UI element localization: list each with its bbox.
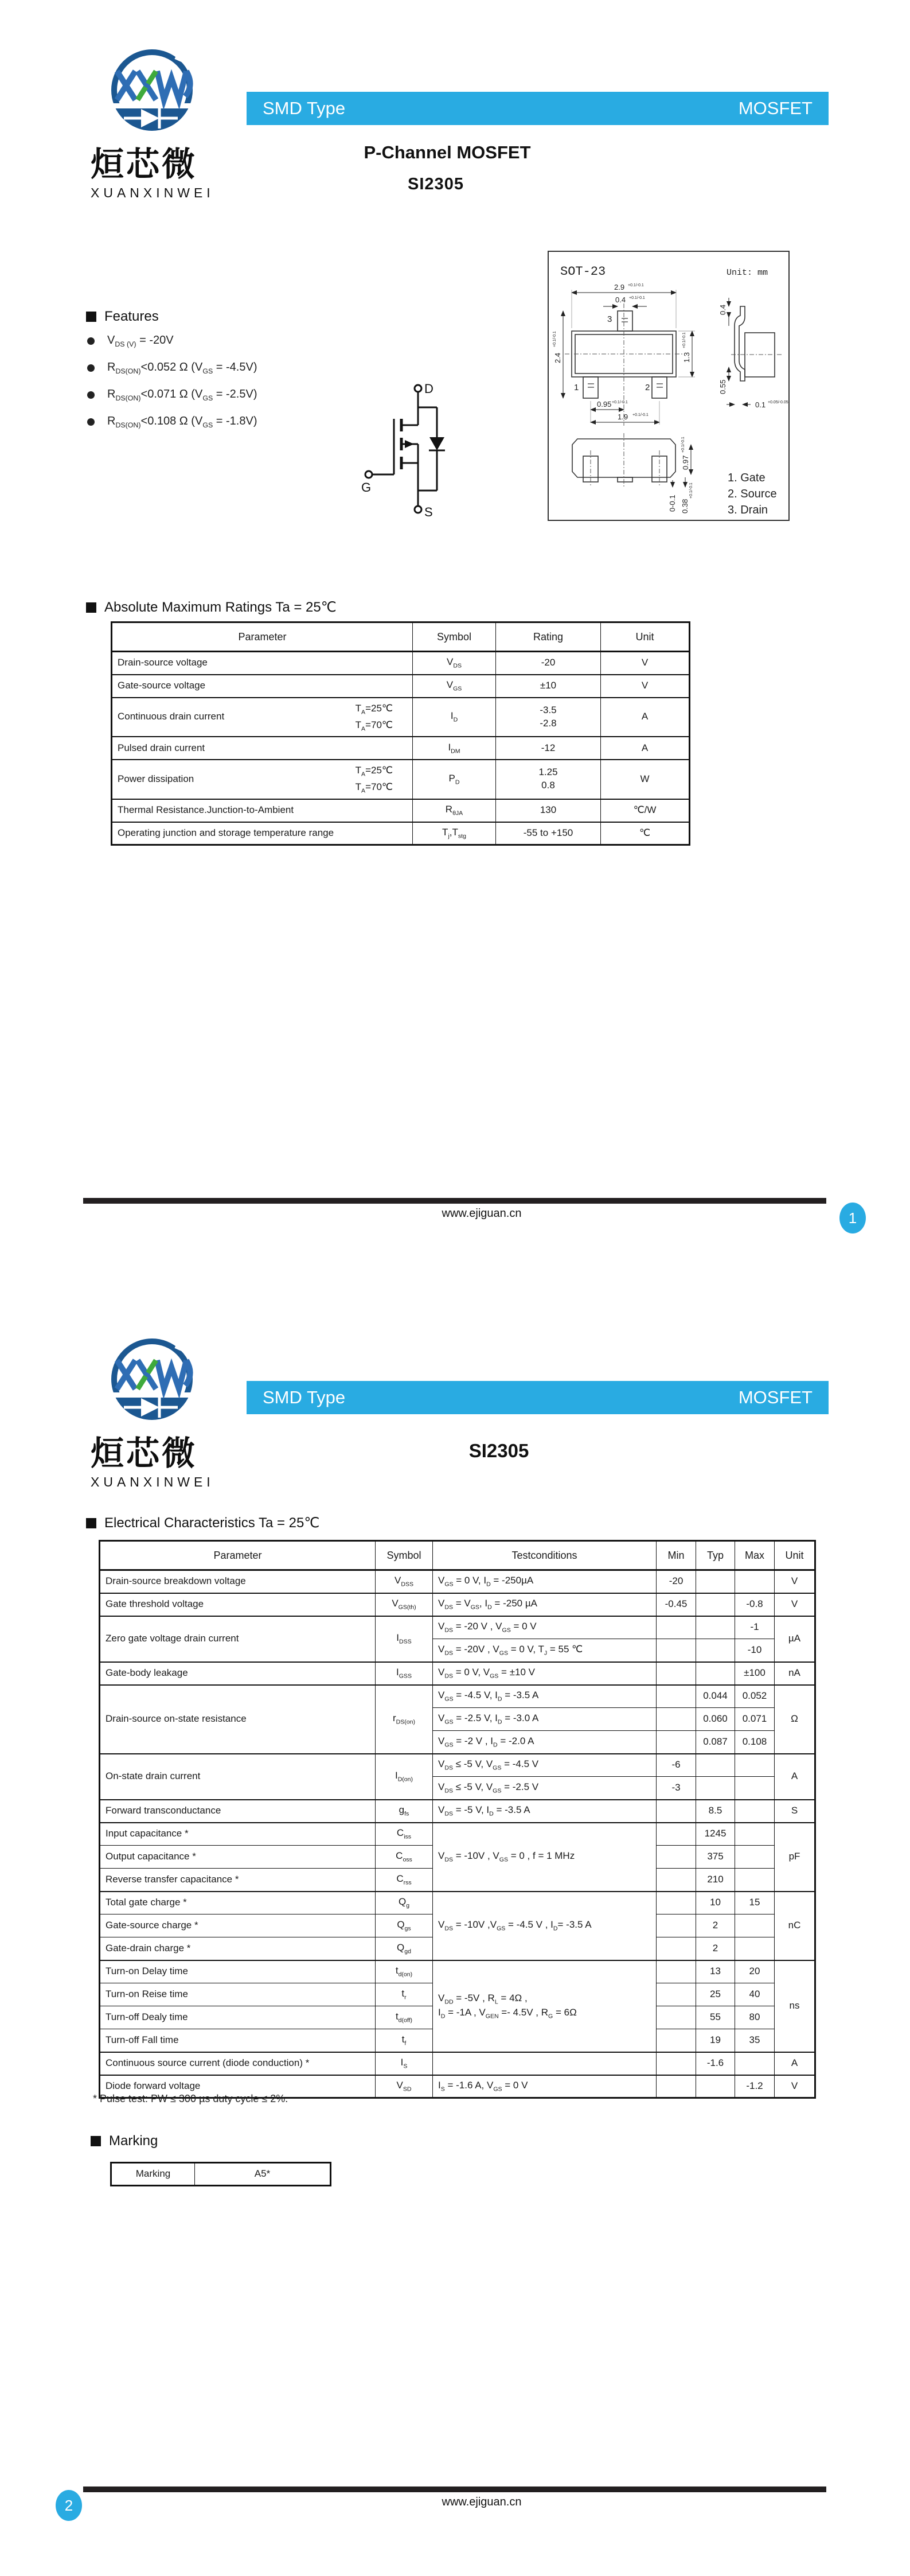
table-cell: Pulsed drain current — [112, 737, 413, 760]
table-cell: V — [601, 652, 690, 675]
table-cell: $V_{DS} = V_{GS}$, $I_D = -250$ µA — [433, 1593, 657, 1616]
table-row — [100, 1960, 815, 1983]
table-cell: $V_{GS} = -2.5$ V, $I_D = -3.0$ A — [433, 1708, 657, 1731]
drain-label: D — [424, 382, 433, 396]
table-row — [100, 1800, 815, 1823]
table-cell — [657, 2029, 696, 2052]
table-cell: 0.071 — [735, 1708, 775, 1731]
table-cell: $V_{DS} = -20$ V , $V_{GS} = 0$ V — [433, 1616, 657, 1639]
table-cell: Power dissipation $T_A=25℃$ $T_A=70℃$ — [112, 760, 413, 799]
bullet-icon — [87, 391, 95, 399]
table-cell — [657, 1731, 696, 1754]
table-cell — [735, 1570, 775, 1593]
table-row — [112, 622, 690, 652]
dim-lead-thickness: 0.4 — [718, 304, 727, 315]
table-cell: $V_{DSS}$ — [376, 1570, 433, 1593]
header-banner — [247, 92, 829, 125]
table-cell: -55 to +150 — [496, 822, 601, 845]
table-row — [100, 1662, 815, 1685]
table-cell — [735, 1846, 775, 1869]
package-drawing — [548, 251, 790, 521]
table-cell — [696, 2075, 735, 2098]
table-cell: -3 — [657, 1777, 696, 1800]
section-square-icon — [86, 312, 96, 322]
dim-foot: 0.38 — [681, 499, 689, 513]
table-cell: Forward transconductance — [100, 1800, 376, 1823]
banner-left-label: SMD Type — [263, 98, 346, 118]
feature-text: $V_{DS (V)} = -20V$ — [107, 334, 174, 348]
table-cell: V — [775, 1593, 815, 1616]
table-cell — [657, 1639, 696, 1662]
banner-left-label: SMD Type — [263, 1387, 346, 1407]
dim-body-width: 2.9 — [614, 283, 625, 291]
bullet-icon — [87, 418, 95, 426]
dim-body-width-tol: +0.1/-0.1 — [628, 283, 644, 287]
table-cell: $T_j,T_{stg}$ — [413, 822, 496, 845]
table-cell — [696, 1662, 735, 1685]
unit-note: Unit: mm — [727, 268, 768, 278]
abs-max-table-wrap — [111, 621, 689, 846]
table-cell — [657, 1823, 696, 1846]
table-row — [100, 1823, 815, 1846]
dim-pin3-width-tol: +0.1/-0.1 — [629, 296, 645, 300]
table-cell: Drain-source voltage — [112, 652, 413, 675]
table-row — [112, 760, 690, 799]
abs-max-heading — [86, 599, 337, 616]
table-cell: A — [775, 1754, 815, 1800]
marking-heading-label: Marking — [109, 2133, 158, 2149]
table-row — [100, 1892, 815, 1915]
table-cell — [657, 1708, 696, 1731]
pulse-test-footnote: * Pulse test: PW ≤ 300 µs duty cycle ≤ 2%. — [93, 2093, 288, 2104]
table-cell: ℃/W — [601, 799, 690, 822]
column-header: Typ — [696, 1541, 735, 1570]
table-cell: $C_{oss}$ — [376, 1846, 433, 1869]
table-cell: $g_{fs}$ — [376, 1800, 433, 1823]
company-name-en: XUANXINWEI — [91, 1474, 214, 1489]
table-cell: 80 — [735, 2006, 775, 2029]
table-cell: 1.25 0.8 — [496, 760, 601, 799]
table-cell: $V_{DS} \le -5$ V, $V_{GS} = -2.5$ V — [433, 1777, 657, 1800]
table-cell: $C_{rss}$ — [376, 1869, 433, 1892]
table-cell: 35 — [735, 2029, 775, 2052]
table-cell: $V_{DS} = 0$ V, $V_{GS} = \pm 10$ V — [433, 1662, 657, 1685]
features-heading — [86, 309, 159, 325]
table-row — [112, 675, 690, 698]
pin-legend-gate: 1. Gate — [728, 472, 766, 484]
table-cell — [657, 2052, 696, 2075]
table-cell: $P_D$ — [413, 760, 496, 799]
dim-span: 1.9 — [618, 413, 628, 421]
table-cell: Gate-source voltage — [112, 675, 413, 698]
table-cell — [657, 1800, 696, 1823]
pin1-number: 1 — [574, 383, 579, 392]
table-cell — [657, 2006, 696, 2029]
table-cell: V — [775, 2075, 815, 2098]
table-cell — [735, 1754, 775, 1777]
table-cell: Output capacitance * — [100, 1846, 376, 1869]
table-cell: 0.087 — [696, 1731, 735, 1754]
column-header: Unit — [775, 1541, 815, 1570]
column-header: Parameter — [112, 622, 413, 652]
table-cell: A — [601, 737, 690, 760]
table-cell: $V_{DS} \le -5$ V, $V_{GS} = -4.5$ V — [433, 1754, 657, 1777]
marking-heading — [91, 2133, 158, 2149]
table-cell: $I_S = -1.6$ A, $V_{GS} = 0$ V — [433, 2075, 657, 2098]
table-cell: pF — [775, 1823, 815, 1892]
table-cell: 55 — [696, 2006, 735, 2029]
table-cell — [735, 1915, 775, 1937]
feature-item — [87, 388, 257, 402]
table-cell: 13 — [696, 1960, 735, 1983]
features-heading-label: Features — [104, 309, 159, 324]
table-cell: A5* — [195, 2163, 331, 2186]
company-name-en: XUANXINWEI — [91, 185, 214, 200]
table-cell: Turn-on Delay time — [100, 1960, 376, 1983]
table-cell: 130 — [496, 799, 601, 822]
feature-text: $R_{DS(ON)}<0.071$ Ω $(V_{GS} = -2.5V)$ — [107, 388, 257, 402]
table-cell: Gate-body leakage — [100, 1662, 376, 1685]
table-row — [100, 1593, 815, 1616]
dim-total-height: 2.4 — [553, 352, 562, 363]
dim-foot-tol: +0.1/-0.1 — [689, 482, 693, 499]
table-cell: -6 — [657, 1754, 696, 1777]
table-cell: S — [775, 1800, 815, 1823]
table-cell: $Q_{gs}$ — [376, 1915, 433, 1937]
table-cell — [657, 1983, 696, 2006]
table-cell — [696, 1593, 735, 1616]
table-cell — [657, 1937, 696, 1960]
column-header: Rating — [496, 622, 601, 652]
table-cell — [433, 2052, 657, 2075]
table-cell: 0.060 — [696, 1708, 735, 1731]
part-number: SI2305 — [408, 175, 464, 193]
dim-standoff: 0.55 — [718, 379, 727, 394]
table-cell: $t_r$ — [376, 1983, 433, 2006]
table-cell: 2 — [696, 1937, 735, 1960]
footer-rule — [83, 2486, 826, 2492]
table-cell — [735, 1823, 775, 1846]
table-cell: -20 — [657, 1570, 696, 1593]
page-title: P-Channel MOSFET — [364, 142, 531, 162]
table-cell: V — [775, 1570, 815, 1593]
column-header: Parameter — [100, 1541, 376, 1570]
table-cell — [657, 1892, 696, 1915]
table-cell: $t_f$ — [376, 2029, 433, 2052]
table-cell: 1245 — [696, 1823, 735, 1846]
table-cell: -3.5 -2.8 — [496, 698, 601, 737]
table-cell: -0.45 — [657, 1593, 696, 1616]
table-cell: Drain-source breakdown voltage — [100, 1570, 376, 1593]
table-cell: $V_{SD}$ — [376, 2075, 433, 2098]
table-cell: $V_{GS} = -2$ V , $I_D = -2.0$ A — [433, 1731, 657, 1754]
table-cell — [696, 1570, 735, 1593]
table-cell: Turn-on Reise time — [100, 1983, 376, 2006]
table-row — [100, 1616, 815, 1639]
abs-max-table — [111, 621, 690, 846]
table-cell: 15 — [735, 1892, 775, 1915]
pin3-number: 3 — [607, 314, 612, 324]
bullet-icon — [87, 364, 95, 372]
dim-pad-height: 0.97 — [681, 455, 690, 470]
table-cell: Input capacitance * — [100, 1823, 376, 1846]
table-cell: 10 — [696, 1892, 735, 1915]
table-row — [112, 737, 690, 760]
dim-pitch: 0.95 — [597, 400, 612, 408]
dim-lead-width: 0.1 — [755, 400, 766, 409]
table-cell: A — [601, 698, 690, 737]
table-row — [100, 1541, 815, 1570]
table-cell: Diode forward voltage — [100, 2075, 376, 2098]
table-cell: 8.5 — [696, 1800, 735, 1823]
table-cell: -0.8 — [735, 1593, 775, 1616]
table-cell: $V_{GS(th)}$ — [376, 1593, 433, 1616]
column-header: Min — [657, 1541, 696, 1570]
table-row — [100, 1685, 815, 1708]
table-cell: 375 — [696, 1846, 735, 1869]
table-cell — [735, 1777, 775, 1800]
section-square-icon — [86, 602, 96, 613]
section-square-icon — [86, 1518, 96, 1528]
dim-pin3-width: 0.4 — [615, 295, 626, 304]
dim-body-height-tol: +0.1/-0.1 — [682, 332, 686, 348]
logo-mark-icon — [91, 48, 216, 134]
table-cell: nC — [775, 1892, 815, 1960]
table-row — [112, 652, 690, 675]
table-cell: A — [775, 2052, 815, 2075]
feature-item — [87, 415, 257, 429]
table-cell: Total gate charge * — [100, 1892, 376, 1915]
table-cell: 20 — [735, 1960, 775, 1983]
column-header: Testconditions — [433, 1541, 657, 1570]
table-cell: $I_{DM}$ — [413, 737, 496, 760]
table-cell: 0.052 — [735, 1685, 775, 1708]
table-cell — [657, 1960, 696, 1983]
feature-item — [87, 361, 257, 375]
pin2-number: 2 — [645, 383, 650, 392]
table-cell: $Q_g$ — [376, 1892, 433, 1915]
table-cell: Continuous source current (diode conduction) * — [100, 2052, 376, 2075]
table-cell: On-state drain current — [100, 1754, 376, 1800]
table-cell — [657, 1869, 696, 1892]
elec-table-wrap — [99, 1540, 814, 2099]
table-cell: ℃ — [601, 822, 690, 845]
website-link[interactable]: www.ejiguan.cn — [442, 1207, 522, 1220]
table-cell: $V_{DS} = -10V$ $,V_{GS} = -4.5$ V , $I_D= -3.5$ A — [433, 1892, 657, 1960]
table-cell: ±100 — [735, 1662, 775, 1685]
table-cell — [696, 1616, 735, 1639]
table-cell — [735, 1800, 775, 1823]
table-cell: ns — [775, 1960, 815, 2052]
table-cell: V — [601, 675, 690, 698]
dim-total-height-tol: +0.1/-0.1 — [553, 331, 557, 347]
elec-heading-label: Electrical Characteristics Ta = 25℃ — [104, 1515, 320, 1531]
table-cell — [696, 1754, 735, 1777]
marking-table-wrap — [110, 2162, 330, 2186]
logo-mark-icon — [91, 1337, 216, 1423]
table-row — [100, 1754, 815, 1777]
banner-right-label: MOSFET — [738, 1387, 813, 1407]
feature-text: $R_{DS(ON)}<0.108$ Ω $(V_{GS} = -1.8V)$ — [107, 415, 257, 429]
table-cell: Turn-off Fall time — [100, 2029, 376, 2052]
dim-pad-height-tol: +0.1/-0.1 — [681, 437, 685, 453]
table-cell: -1.2 — [735, 2075, 775, 2098]
table-cell — [657, 1846, 696, 1869]
feature-text: $R_{DS(ON)}<0.052$ Ω $(V_{GS} = -4.5V)$ — [107, 361, 257, 375]
table-cell: -12 — [496, 737, 601, 760]
table-cell: nA — [775, 1662, 815, 1685]
table-cell — [735, 1869, 775, 1892]
dim-span-tol: +0.1/-0.1 — [632, 413, 649, 417]
table-cell — [735, 2052, 775, 2075]
table-row — [111, 2163, 331, 2186]
table-cell: Gate-drain charge * — [100, 1937, 376, 1960]
table-cell: $t_{d(on)}$ — [376, 1960, 433, 1983]
table-cell: 40 — [735, 1983, 775, 2006]
table-cell: Ω — [775, 1685, 815, 1754]
table-cell: -1 — [735, 1616, 775, 1639]
table-cell: Operating junction and storage temperature range — [112, 822, 413, 845]
company-name-cn: 烜芯微 — [91, 146, 198, 183]
dim-pitch-tol: +0.1/-0.1 — [612, 400, 628, 404]
table-cell: Marking — [111, 2163, 195, 2186]
company-logo — [91, 1337, 228, 1490]
table-cell — [657, 2075, 696, 2098]
table-cell: $r_{DS(on)}$ — [376, 1685, 433, 1754]
table-cell: Thermal Resistance.Junction-to-Ambient — [112, 799, 413, 822]
table-cell: $Q_{gd}$ — [376, 1937, 433, 1960]
mosfet-schematic — [357, 376, 457, 522]
table-row — [112, 698, 690, 737]
pin-legend-drain: 3. Drain — [728, 504, 768, 516]
table-cell — [657, 1662, 696, 1685]
column-header: Max — [735, 1541, 775, 1570]
table-cell: $I_S$ — [376, 2052, 433, 2075]
dim-lead-width-tol: +0.05/-0.05 — [768, 400, 788, 404]
page-number-badge: 1 — [839, 1203, 866, 1233]
header-banner — [247, 1381, 829, 1414]
table-cell: Turn-off Dealy time — [100, 2006, 376, 2029]
banner-right-label: MOSFET — [738, 98, 813, 118]
page-number-badge: 2 — [56, 2490, 82, 2521]
table-cell: $V_{DS} = -20V$ , $V_{GS} = 0$ V, $T_J = 55$ ℃ — [433, 1639, 657, 1662]
website-link[interactable]: www.ejiguan.cn — [442, 2496, 522, 2508]
table-cell: $R_{\theta JA}$ — [413, 799, 496, 822]
table-cell — [657, 1685, 696, 1708]
column-header: Symbol — [376, 1541, 433, 1570]
table-cell — [735, 1937, 775, 1960]
table-cell: $I_{GSS}$ — [376, 1662, 433, 1685]
table-cell: $C_{iss}$ — [376, 1823, 433, 1846]
gate-label: G — [361, 480, 372, 495]
dim-flat: 0-0.1 — [668, 495, 677, 512]
footer-rule — [83, 1198, 826, 1204]
table-cell: $V_{DS}$ — [413, 652, 496, 675]
table-cell: $V_{GS}$ — [413, 675, 496, 698]
dim-body-height: 1.3 — [682, 352, 691, 363]
table-cell: 2 — [696, 1915, 735, 1937]
table-cell: 210 — [696, 1869, 735, 1892]
table-cell: Zero gate voltage drain current — [100, 1616, 376, 1662]
table-cell — [696, 1639, 735, 1662]
table-cell — [657, 1616, 696, 1639]
table-cell: $I_D$ — [413, 698, 496, 737]
company-name-cn: 烜芯微 — [91, 1435, 198, 1472]
table-cell: $V_{DS} = -5$ V, $I_D = -3.5$ A — [433, 1800, 657, 1823]
table-cell: ±10 — [496, 675, 601, 698]
column-header: Symbol — [413, 622, 496, 652]
table-cell: $V_{DD} = -5V$ , $R_L = 4\Omega$ , $I_D = -1A$ , $V_{GEN} =- 4.5V$ , $R_G = 6\Omega$ — [433, 1960, 657, 2052]
table-cell: $V_{GS} = 0$ V, $I_D = -250\mu A$ — [433, 1570, 657, 1593]
table-cell: $I_{D(on)}$ — [376, 1754, 433, 1800]
table-row — [112, 799, 690, 822]
pin-legend-source: 2. Source — [728, 488, 777, 500]
marking-table — [110, 2162, 331, 2186]
table-cell: 0.108 — [735, 1731, 775, 1754]
part-number: SI2305 — [468, 1440, 529, 1461]
elec-heading — [86, 1515, 319, 1531]
column-header: Unit — [601, 622, 690, 652]
table-cell — [696, 1777, 735, 1800]
table-row — [112, 822, 690, 845]
bullet-icon — [87, 337, 95, 345]
table-cell: $V_{GS} = -4.5$ V, $I_D = -3.5$ A — [433, 1685, 657, 1708]
table-cell: Gate threshold voltage — [100, 1593, 376, 1616]
table-cell: $I_{DSS}$ — [376, 1616, 433, 1662]
table-cell: µA — [775, 1616, 815, 1662]
table-cell: -1.6 — [696, 2052, 735, 2075]
table-cell: W — [601, 760, 690, 799]
table-cell: Reverse transfer capacitance * — [100, 1869, 376, 1892]
table-cell: -20 — [496, 652, 601, 675]
table-cell: Continuous drain current $T_A=25℃$ $T_A=70℃$ — [112, 698, 413, 737]
source-label: S — [424, 505, 433, 519]
table-cell: Gate-source charge * — [100, 1915, 376, 1937]
abs-max-heading-label: Absolute Maximum Ratings Ta = 25℃ — [104, 600, 337, 615]
table-cell: 25 — [696, 1983, 735, 2006]
table-cell: Drain-source on-state resistance — [100, 1685, 376, 1754]
company-logo — [91, 48, 228, 201]
elec-table — [99, 1540, 816, 2099]
table-cell: $V_{DS} = -10V$ , $V_{GS} = 0$ , f = 1 MHz — [433, 1823, 657, 1892]
table-row — [100, 2052, 815, 2075]
feature-item — [87, 334, 174, 348]
table-cell — [657, 1915, 696, 1937]
package-name: SOT-23 — [560, 264, 606, 279]
table-row — [100, 1570, 815, 1593]
table-cell: -10 — [735, 1639, 775, 1662]
table-cell: 19 — [696, 2029, 735, 2052]
table-cell: $t_{d(off)}$ — [376, 2006, 433, 2029]
table-cell: 0.044 — [696, 1685, 735, 1708]
section-square-icon — [91, 2136, 101, 2146]
